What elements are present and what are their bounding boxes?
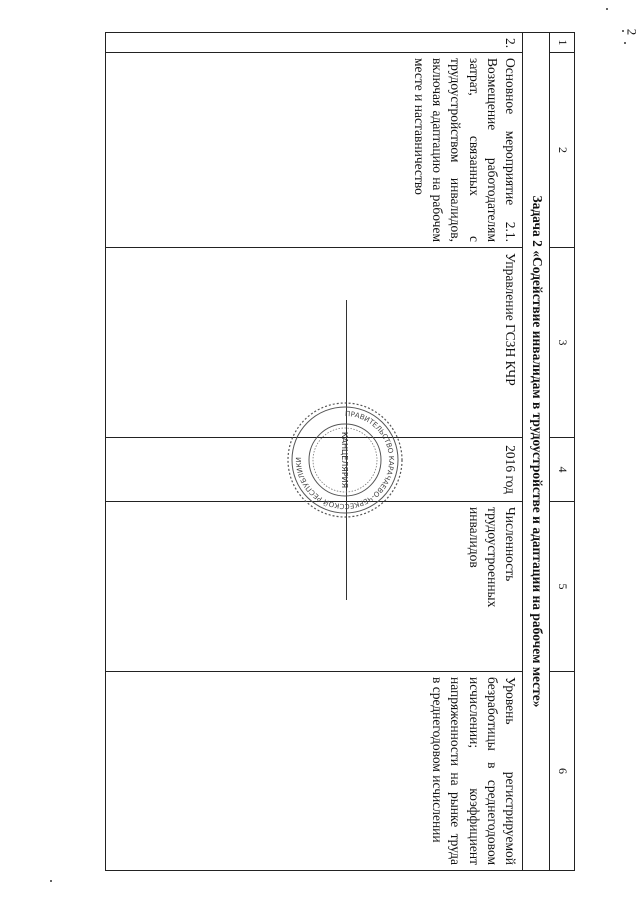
period-cell: 2016 год	[106, 438, 523, 502]
column-number-row	[550, 33, 575, 871]
seal-center-text: КАНЦЕЛЯРИЯ	[340, 431, 349, 489]
page-number: 2	[623, 28, 639, 36]
task-header-row	[523, 33, 550, 871]
executor-cell: Управление ГСЗН КЧР	[106, 248, 523, 438]
col-num-3: 3	[550, 248, 575, 438]
col-num-1: 1	[550, 33, 575, 53]
criteria-cell: Уровень регистрируемой безработицы в среднегодовом исчислении; коэффициент напряженности на рынке труда в среднегодовом исчислении	[106, 672, 523, 871]
official-seal-stamp	[285, 400, 405, 520]
col-num-5: 5	[550, 502, 575, 672]
col-num-2: 2	[550, 53, 575, 248]
row-number: 2.	[106, 33, 523, 53]
scan-speck	[624, 42, 626, 44]
col-num-4: 4	[550, 438, 575, 502]
scan-speck	[606, 8, 608, 10]
seal-outer-text: ПРАВИТЕЛЬСТВО КАРАЧАЕВО-ЧЕРКЕССКОЙ РЕСПУБЛИКИ	[294, 409, 396, 511]
measure-cell: Основное мероприятие 2.1. Возмещение работодателям затрат, связанных с трудоустройством инвалидов, включая адаптацию на рабочем месте и наставничество	[106, 53, 523, 248]
scan-speck	[622, 30, 624, 32]
task-title: Задача 2 «Содействие инвалидам в трудоустройстве и адаптации на рабочем месте»	[523, 33, 550, 871]
scan-speck	[50, 880, 52, 882]
indicator-cell: Численность трудоустроенных инвалидов	[106, 502, 523, 672]
col-num-6: 6	[550, 672, 575, 871]
